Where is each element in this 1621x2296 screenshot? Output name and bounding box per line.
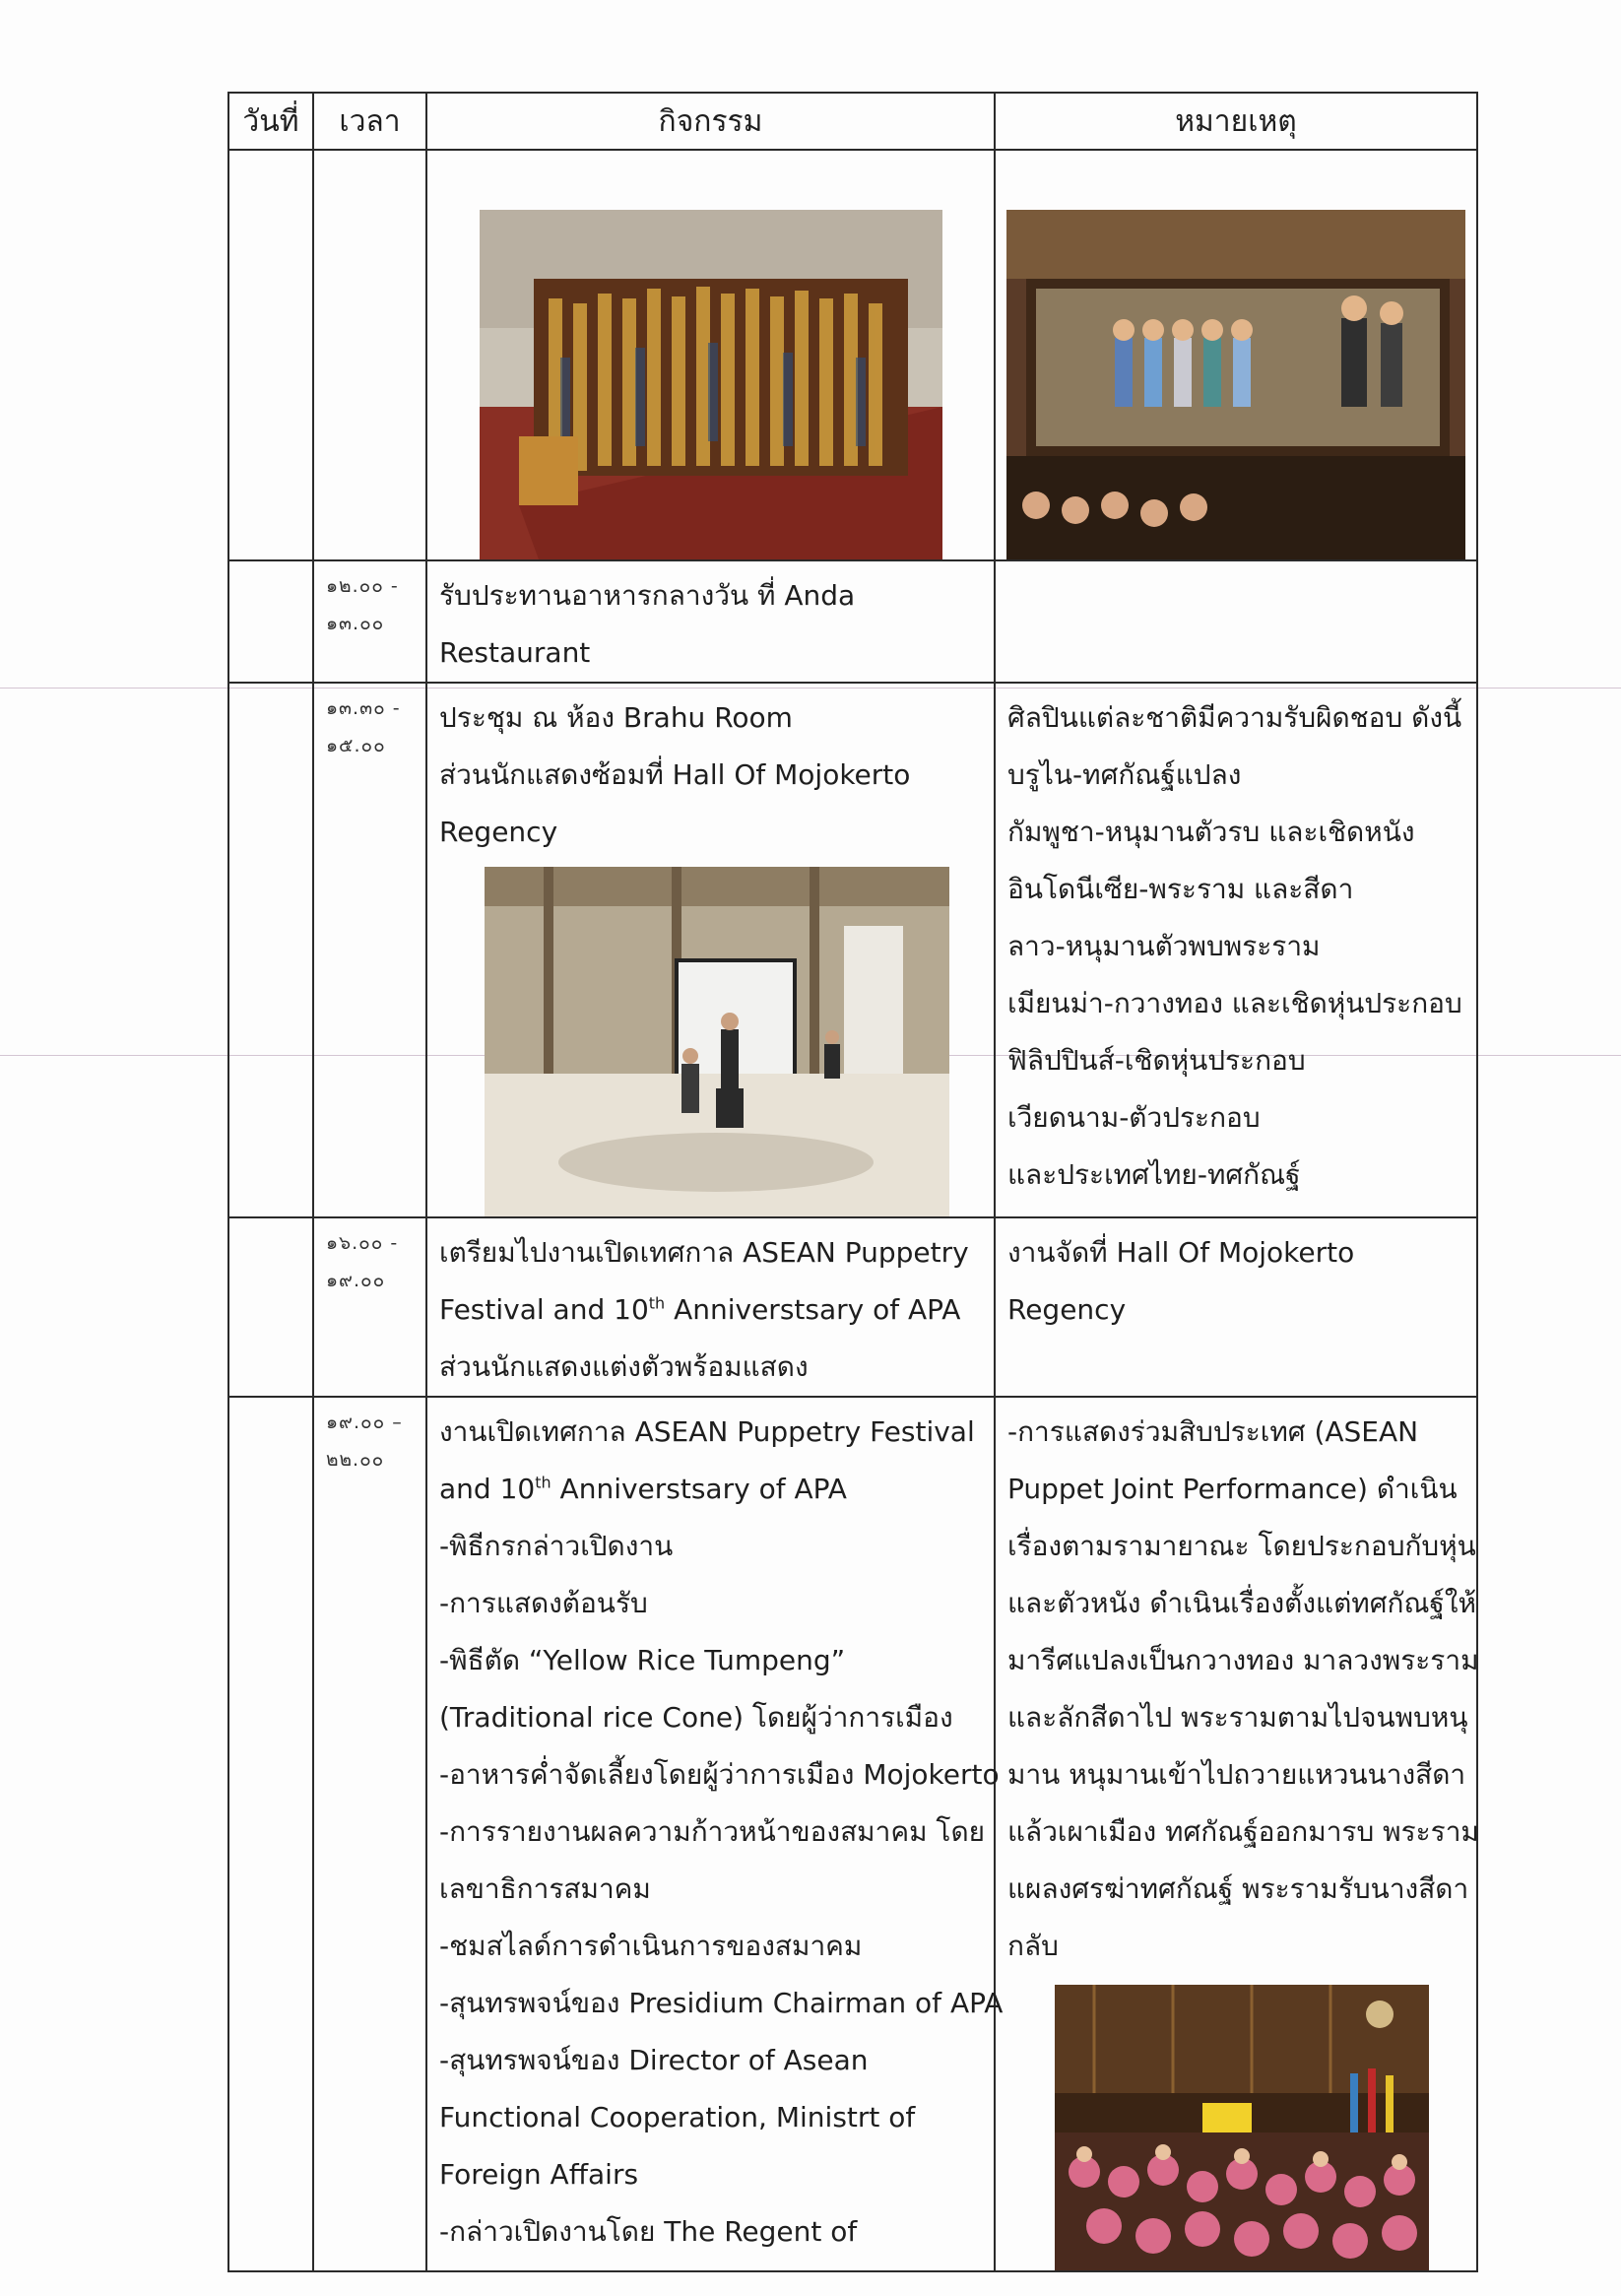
date-cell (228, 683, 313, 1217)
activity-line: -การรายงานผลความก้าวหน้าของสมาคม โดย (439, 1815, 986, 1848)
note-line: Puppet Joint Performance) ดำเนิน (1007, 1473, 1458, 1505)
header-activity: กิจกรรม (426, 93, 995, 150)
activity-line: (Traditional rice Cone) โดยผู้ว่าการเมือง (439, 1701, 953, 1734)
activity-cell (426, 150, 995, 560)
note-cell (995, 1217, 1477, 1397)
activity-text: and 10 (439, 1473, 536, 1505)
note-line: Regency (1007, 1293, 1127, 1326)
time-cell (313, 150, 426, 560)
table-row (228, 1397, 1477, 2271)
note-line: แล้วเผาเมือง ทศกัณฐ์ออกมารบ พระราม (1007, 1815, 1479, 1848)
note-line: ศิลปินแต่ละชาติมีความรับผิดชอบ ดังนี้ (1007, 701, 1462, 734)
note-line: แผลงศรฆ่าทศกัณฐ์ พระรามรับนางสีดา (1007, 1872, 1469, 1905)
note-line: ฟิลิปปินส์-เชิดหุ่นประกอบ (1007, 1044, 1306, 1077)
note-line: กัมพูชา-หนุมานตัวรบ และเชิดหนัง (1007, 816, 1415, 848)
activity-line: -สุนทรพจน์ของ Presidium Chairman of APA (439, 1987, 1004, 2019)
activity-cell (426, 1217, 995, 1397)
table-row (228, 560, 1477, 683)
activity-line: เลขาธิการสมาคม (439, 1872, 651, 1905)
activity-line: ส่วนนักแสดงซ้อมที่ Hall Of Mojokerto (439, 758, 911, 791)
time-start: ๑๙.๐๐ – (326, 1411, 403, 1433)
note-cell (995, 560, 1477, 683)
note-line: ลาว-หนุมานตัวพบพระราม (1007, 930, 1321, 962)
time-cell (313, 1217, 426, 1397)
note-line: และลักสีดาไป พระรามตามไปจนพบหนุ (1007, 1701, 1468, 1734)
note-line: กลับ (1007, 1930, 1059, 1962)
activity-line: Regency (439, 816, 558, 848)
activity-cell (426, 1397, 1004, 2271)
wayang-puppets-photo (480, 210, 942, 559)
date-cell (228, 1397, 313, 2271)
time-cell (313, 683, 426, 1217)
rehearsal-hall-photo (485, 867, 949, 1216)
activity-line: -กล่าวเปิดงานโดย The Regent of (439, 2215, 858, 2248)
time-cell (313, 560, 426, 683)
note-line: เมียนม่า-กวางทอง และเชิดหุ่นประกอบ (1007, 987, 1462, 1019)
ordinal-suffix: th (535, 1473, 551, 1492)
table-row (228, 150, 1477, 560)
table-row (228, 683, 1477, 1217)
time-cell (313, 1397, 426, 2271)
table-header-row (228, 93, 1477, 150)
activity-line: Foreign Affairs (439, 2158, 639, 2191)
time-start: ๑๓.๓๐ - (326, 697, 401, 719)
note-line: อินโดนีเซีย-พระราม และสีดา (1007, 873, 1354, 905)
activity-line: รับประทานอาหารกลางวัน ที่ Anda (439, 579, 856, 612)
activity-cell (426, 560, 995, 683)
activity-cell (426, 683, 995, 1217)
time-end: ๑๕.๐๐ (326, 735, 386, 756)
time-end: ๒๒.๐๐ (326, 1449, 385, 1471)
puppet-display-case-photo (1006, 210, 1465, 559)
activity-line (439, 1281, 994, 1339)
note-line: เวียดนาม-ตัวประกอบ (1007, 1101, 1261, 1134)
activity-line: Functional Cooperation, Ministrt of (439, 2101, 916, 2133)
table-row (228, 1217, 1477, 1397)
activity-line: -พิธีตัด “Yellow Rice Tumpeng” (439, 1644, 846, 1676)
note-cell (995, 150, 1477, 560)
date-cell (228, 560, 313, 683)
date-cell (228, 150, 313, 560)
activity-text: Festival and 10 (439, 1293, 649, 1326)
activity-line: -สุนทรพจน์ของ Director of Asean (439, 2044, 869, 2076)
time-start: ๑๖.๐๐ - (326, 1232, 399, 1254)
activity-line: -อาหารค่ำจัดเลี้ยงโดยผู้ว่าการเมือง Mojokerto (439, 1758, 1000, 1791)
date-cell (228, 1217, 313, 1397)
note-line: -การแสดงร่วมสิบประเทศ (ASEAN (1007, 1415, 1419, 1448)
activity-line: -การแสดงต้อนรับ (439, 1587, 648, 1619)
activity-text: Anniverstsary of APA (551, 1473, 847, 1505)
activity-line: -ชมสไลด์การดำเนินการของสมาคม (439, 1930, 863, 1962)
ordinal-suffix: th (648, 1293, 666, 1313)
schedule-table (227, 92, 1478, 2272)
activity-line: ส่วนนักแสดงแต่งตัวพร้อมแสดง (439, 1350, 809, 1383)
note-line: เรื่องตามรามายาณะ โดยประกอบกับหุ่น (1007, 1530, 1476, 1562)
time-end: ๑๙.๐๐ (326, 1270, 386, 1291)
note-line: บรูไน-ทศกัณฐ์แปลง (1007, 758, 1242, 791)
activity-text: Anniverstsary of APA (665, 1293, 961, 1326)
note-line: และตัวหนัง ดำเนินเรื่องตั้งแต่ทศกัณฐ์ให้ (1007, 1587, 1476, 1619)
activity-line: งานเปิดเทศกาล ASEAN Puppetry Festival (439, 1415, 975, 1448)
header-date: วันที่ (228, 93, 313, 150)
time-end: ๑๓.๐๐ (326, 613, 385, 634)
note-cell (995, 683, 1477, 1217)
note-line: งานจัดที่ Hall Of Mojokerto (1007, 1236, 1355, 1269)
activity-line: Restaurant (439, 636, 591, 669)
header-note: หมายเหตุ (995, 93, 1477, 150)
note-line: มารีศแปลงเป็นกวางทอง มาลวงพระราม (1007, 1644, 1479, 1676)
time-start: ๑๒.๐๐ - (326, 575, 399, 597)
activity-line: -พิธีกรกล่าวเปิดงาน (439, 1530, 674, 1562)
note-cell (995, 1397, 1477, 2271)
header-time: เวลา (313, 93, 426, 150)
note-line: และประเทศไทย-ทศกัณฐ์ (1007, 1158, 1301, 1191)
note-line: มาน หนุมานเข้าไปถวายแหวนนางสีดา (1007, 1758, 1466, 1791)
activity-line (439, 1461, 994, 1518)
opening-ceremony-audience-photo (1055, 1985, 1429, 2270)
activity-line: ประชุม ณ ห้อง Brahu Room (439, 701, 793, 734)
activity-line: เตรียมไปงานเปิดเทศกาล ASEAN Puppetry (439, 1236, 969, 1269)
